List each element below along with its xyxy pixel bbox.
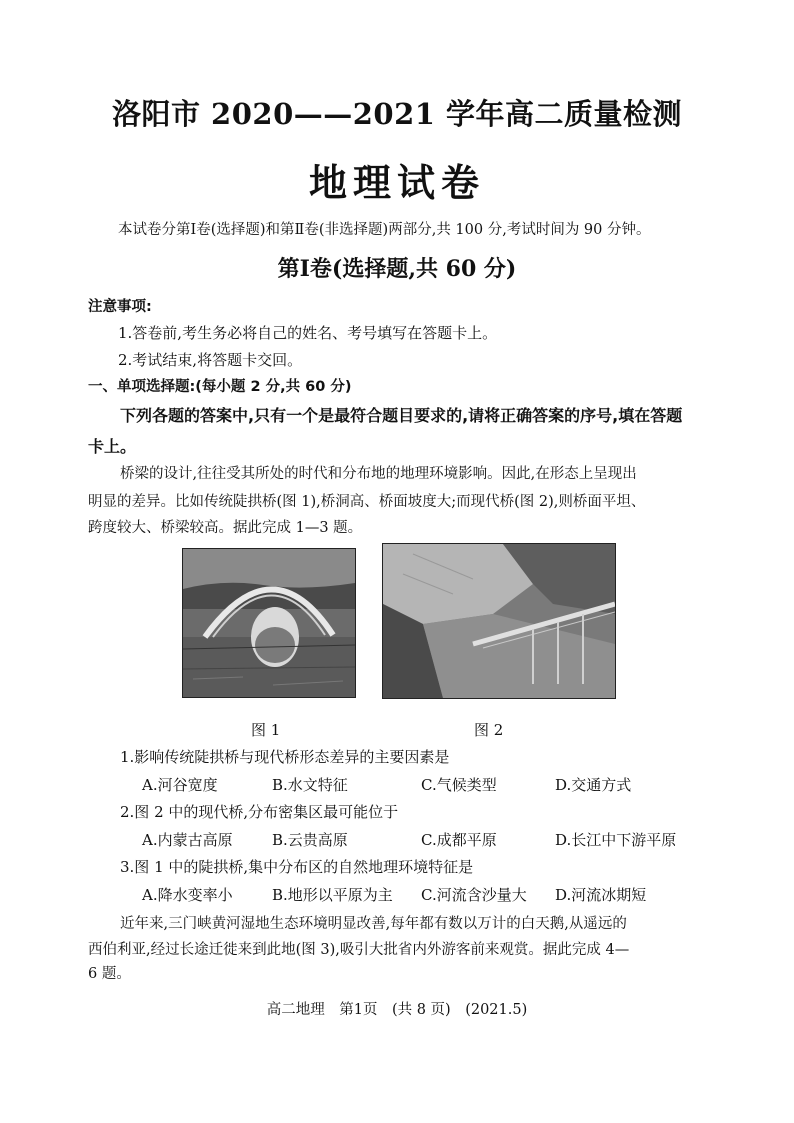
passage-line: 明显的差异。比如传统陡拱桥(图 1),桥洞高、桥面坡度大;而现代桥(图 2),则桥面平坦、 xyxy=(88,494,646,510)
figure2-caption: 图 2 xyxy=(474,721,504,739)
passage-line: 桥梁的设计,往往受其所处的时代和分布地的地理环境影响。因此,在形态上呈现出 xyxy=(120,466,637,482)
option-b: B.水文特征 xyxy=(272,776,348,794)
option-d: D.河流冰期短 xyxy=(555,886,647,904)
part-title: 一、单项选择题:(每小题 2 分,共 60 分) xyxy=(88,379,352,395)
passage-line: 6 题。 xyxy=(88,966,131,982)
option-a: A.降水变率小 xyxy=(142,886,233,904)
option-a: A.河谷宽度 xyxy=(142,776,218,794)
option-c: C.气候类型 xyxy=(421,776,497,794)
subject-title: 地理试卷 xyxy=(308,160,485,205)
option-b: B.地形以平原为主 xyxy=(272,886,393,904)
option-d: D.长江中下游平原 xyxy=(555,831,677,849)
exam-intro: 本试卷分第Ⅰ卷(选择题)和第Ⅱ卷(非选择题)两部分,共 100 分,考试时间为 90 分钟。 xyxy=(118,222,651,238)
figure1-caption: 图 1 xyxy=(251,721,281,739)
figure-arch-bridge xyxy=(182,548,356,698)
note-item: 2.考试结束,将答题卡交回。 xyxy=(118,351,303,369)
option-a: A.内蒙古高原 xyxy=(142,831,233,849)
option-c: C.成都平原 xyxy=(421,831,497,849)
page-footer: 高二地理 第1页 (共 8 页) (2021.5) xyxy=(266,1002,528,1018)
passage-line: 西伯利亚,经过长途迁徙来到此地(图 3),吸引大批省内外游客前来观赏。据此完成 4— xyxy=(88,942,630,958)
option-c: C.河流含沙量大 xyxy=(421,886,527,904)
question-stem: 1.影响传统陡拱桥与现代桥形态差异的主要因素是 xyxy=(120,748,450,766)
option-d: D.交通方式 xyxy=(555,776,632,794)
notes-title: 注意事项: xyxy=(88,299,152,315)
question-stem: 3.图 1 中的陡拱桥,集中分布区的自然地理环境特征是 xyxy=(120,858,474,876)
question-stem: 2.图 2 中的现代桥,分布密集区最可能位于 xyxy=(120,803,399,821)
note-item: 1.答卷前,考生务必将自己的姓名、考号填写在答题卡上。 xyxy=(118,324,498,342)
figure-modern-bridge xyxy=(382,543,616,699)
instruction-line: 下列各题的答案中,只有一个是最符合题目要求的,请将正确答案的序号,填在答题 xyxy=(120,406,683,425)
section-title: 第Ⅰ卷(选择题,共 60 分) xyxy=(277,256,517,282)
passage-line: 近年来,三门峡黄河湿地生态环境明显改善,每年都有数以万计的白天鹅,从遥远的 xyxy=(120,916,627,932)
exam-title: 洛阳市 2020——2021 学年高二质量检测 xyxy=(111,97,683,131)
instruction-line: 卡上。 xyxy=(88,437,137,456)
passage-line: 跨度较大、桥梁较高。据此完成 1—3 题。 xyxy=(88,520,363,536)
option-b: B.云贵高原 xyxy=(272,831,348,849)
